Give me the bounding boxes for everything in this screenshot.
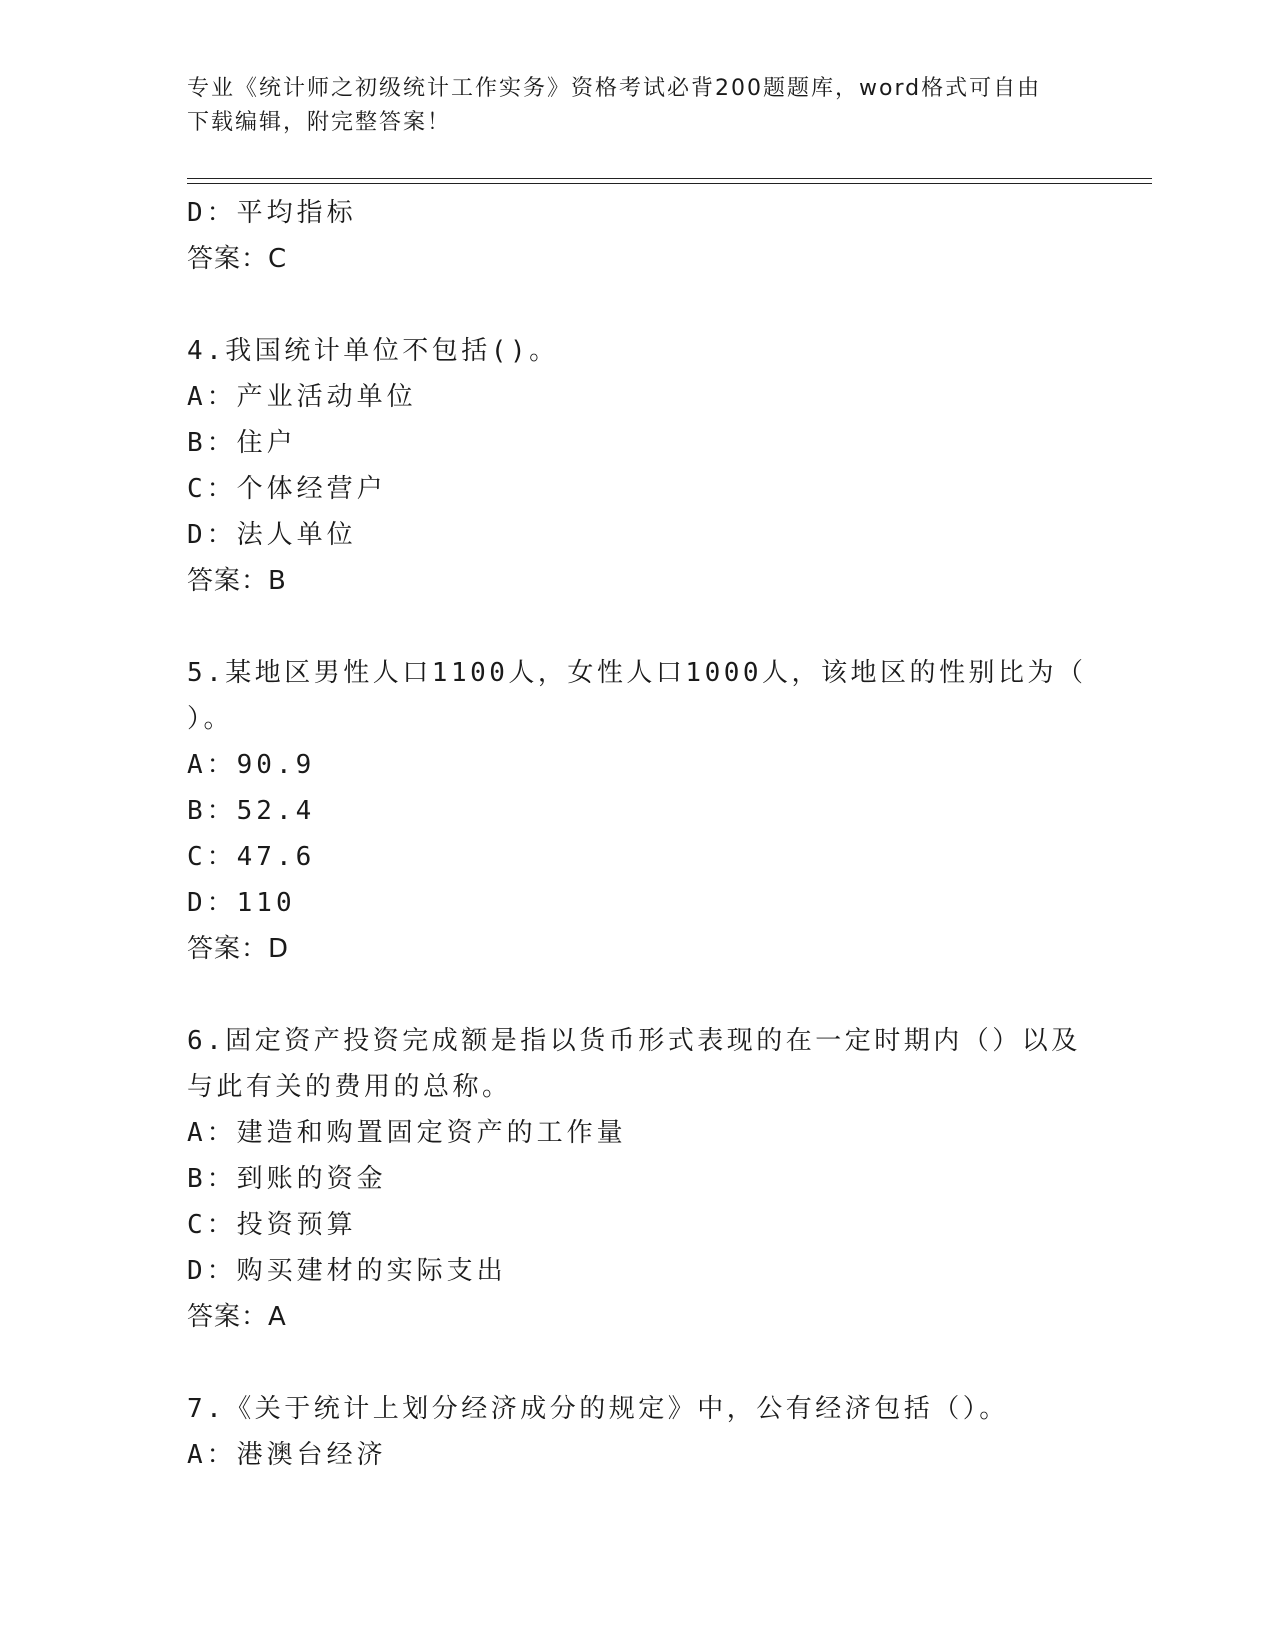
question-3-tail	[187, 190, 1087, 282]
header-divider-bottom	[187, 183, 1152, 184]
question-5	[187, 650, 1087, 972]
question-list	[187, 190, 1087, 1478]
question-stem: 7.《关于统计上划分经济成分的规定》中，公有经济包括（）。	[187, 1394, 1009, 1424]
option-c: C：个体经营户	[187, 474, 387, 504]
spacer	[187, 604, 1087, 650]
option-c: C：47.6	[187, 842, 316, 872]
option-a: A：90.9	[187, 750, 316, 780]
option-d: D：平均指标	[187, 198, 357, 228]
question-6	[187, 1018, 1087, 1340]
header-divider-top	[187, 178, 1152, 179]
question-stem: 5.某地区男性人口1100人，女性人口1000人，该地区的性别比为（	[187, 658, 1087, 688]
option-a: A：港澳台经济	[187, 1440, 387, 1470]
spacer	[187, 282, 1087, 328]
question-4	[187, 328, 1087, 604]
question-stem: 4.我国统计单位不包括()。	[187, 336, 559, 366]
document-header	[187, 72, 1087, 140]
question-stem-continued: 与此有关的费用的总称。	[187, 1072, 512, 1102]
answer-line: 答案：D	[187, 934, 290, 964]
option-a: A：产业活动单位	[187, 382, 417, 412]
answer-line: 答案：C	[187, 244, 288, 274]
option-c: C：投资预算	[187, 1210, 357, 1240]
header-line-2: 下载编辑，附完整答案！	[187, 110, 452, 135]
question-7	[187, 1386, 1087, 1478]
option-d: D：110	[187, 888, 296, 918]
header-line-1: 专业《统计师之初级统计工作实务》资格考试必背200题题库，word格式可自由	[187, 76, 1042, 101]
question-stem: 6.固定资产投资完成额是指以货币形式表现的在一定时期内（）以及	[187, 1026, 1081, 1056]
spacer	[187, 1340, 1087, 1386]
option-b: B：住户	[187, 428, 297, 458]
answer-line: 答案：A	[187, 1302, 287, 1332]
option-b: B：到账的资金	[187, 1164, 387, 1194]
option-d: D：购买建材的实际支出	[187, 1256, 507, 1286]
answer-line: 答案：B	[187, 566, 287, 596]
option-d: D：法人单位	[187, 520, 357, 550]
option-b: B：52.4	[187, 796, 316, 826]
spacer	[187, 972, 1087, 1018]
option-a: A：建造和购置固定资产的工作量	[187, 1118, 627, 1148]
question-stem-continued: ）。	[187, 704, 234, 734]
